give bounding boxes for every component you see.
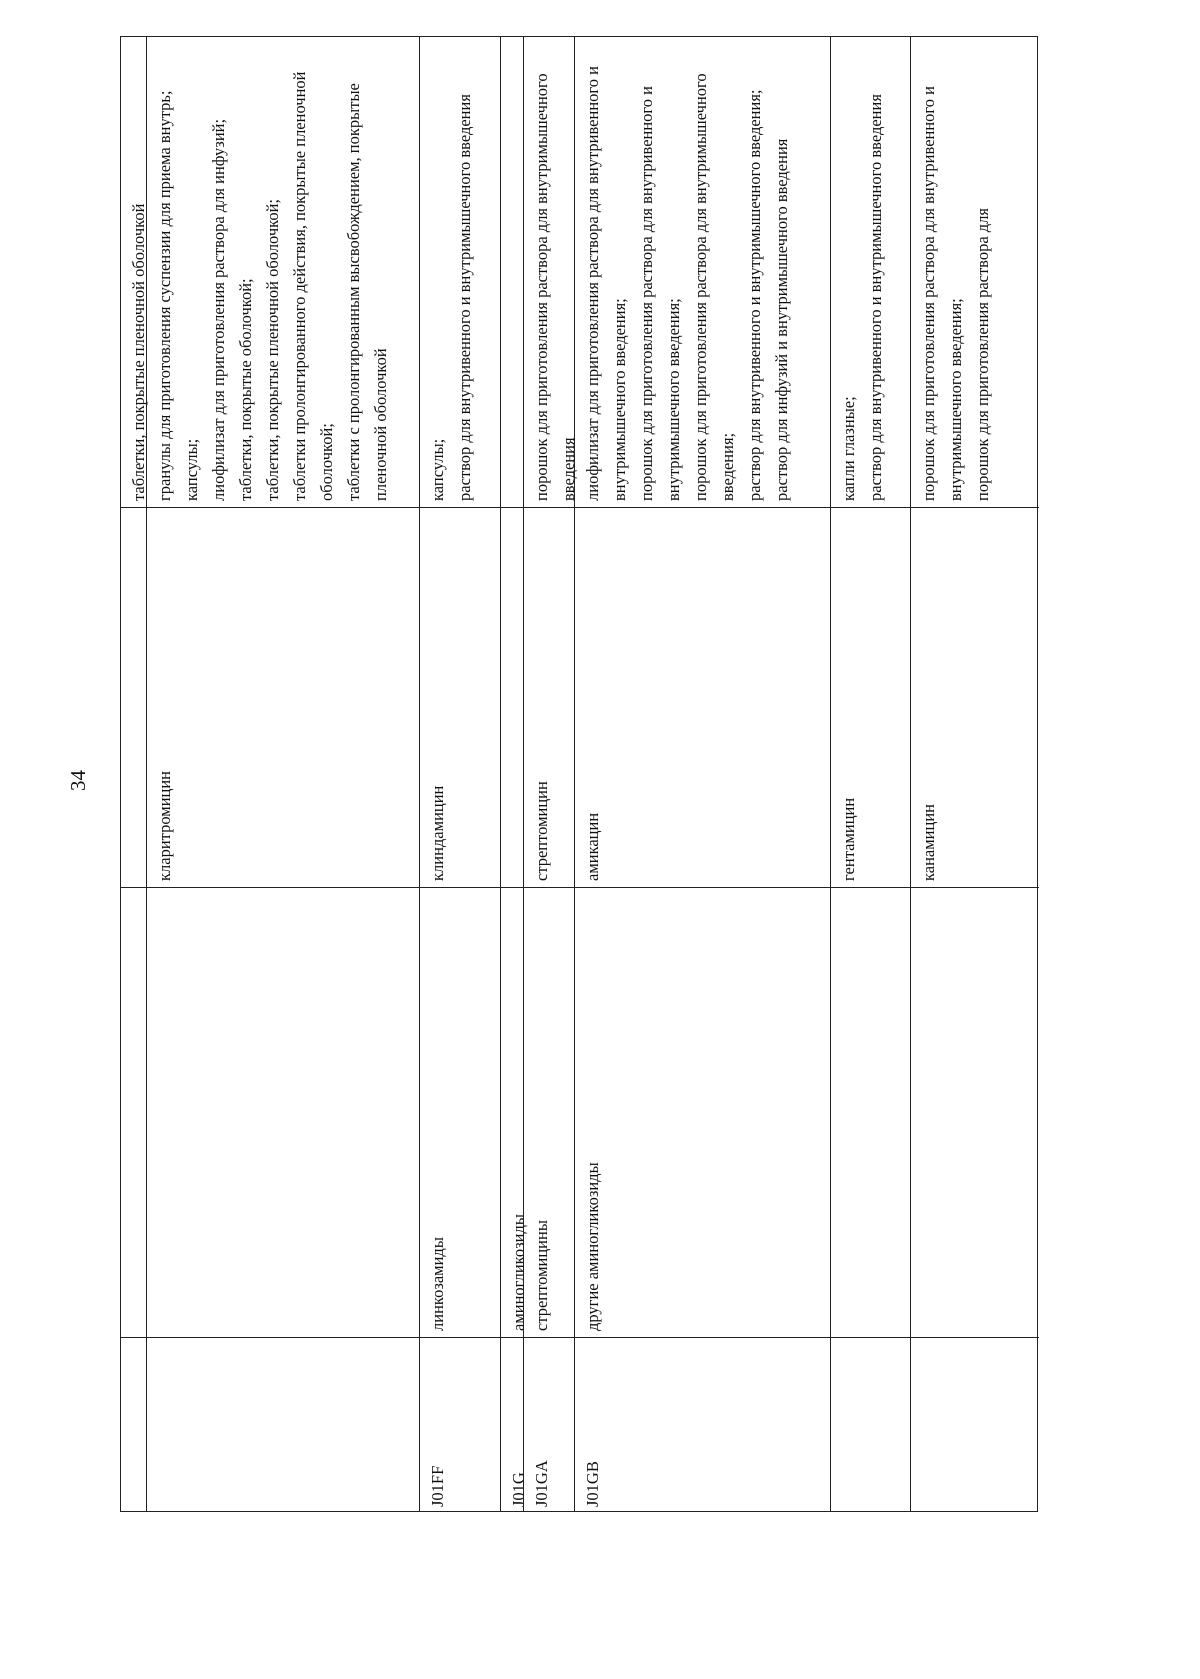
atc-code-cell: J01FF (428, 1465, 447, 1507)
dosage-forms-cell (524, 37, 578, 507)
dosage-form: раствор для внутривенного и внутримышечного введения (866, 94, 885, 501)
dosage-form: лиофилизат для приготовления раствора для инфузий; (209, 118, 228, 501)
dosage-forms-cell (420, 37, 500, 507)
dosage-form: раствор для внутривенного и внутримышечного введения; (745, 89, 764, 501)
column-divider (501, 887, 523, 888)
column-divider (420, 507, 500, 508)
atc-code-cell: J01GB (583, 1461, 602, 1507)
drug-name-cell: амикацин (583, 812, 602, 881)
group-cell (121, 887, 146, 1337)
drug-name-cell: стрептомицин (532, 781, 551, 881)
dosage-form: порошок для приготовления раствора для внутривенного и внутримышечного введения; (919, 86, 965, 501)
table-row (574, 37, 830, 1511)
table-row (910, 37, 1039, 1511)
drug-name-cell (121, 507, 146, 887)
dosage-form: гранулы для приготовления суспензии для приема внутрь; (155, 90, 174, 501)
table-row (121, 37, 146, 1511)
dosage-form: раствор для внутривенного и внутримышечного введения (455, 94, 474, 501)
column-divider (501, 507, 523, 508)
column-divider (121, 507, 146, 508)
dosage-form: таблетки пролонгированного действия, покрытые пленочной оболочкой; (290, 71, 336, 501)
dosage-forms-cell (575, 37, 830, 507)
dosage-form: капсулы; (182, 438, 201, 501)
group-cell: линкозамиды (428, 1237, 447, 1331)
atc-code-cell (831, 1337, 910, 1513)
drug-name-cell: гентамицин (839, 797, 858, 881)
dosage-form: раствор для инфузий и внутримышечного введения (772, 138, 791, 501)
dosage-form: порошок для приготовления раствора для (973, 207, 992, 501)
dosage-forms-cell (501, 37, 523, 507)
dosage-forms-cell (831, 37, 910, 507)
dosage-form: таблетки с пролонгированным высвобождением, покрытые пленочной оболочкой (344, 83, 390, 501)
dosage-form: капли глазные; (839, 396, 858, 501)
group-cell: другие аминогликозиды (583, 1162, 602, 1331)
group-cell (831, 887, 910, 1337)
column-divider (831, 1337, 910, 1338)
atc-code-cell (911, 1337, 1039, 1513)
column-divider (147, 1337, 419, 1338)
column-divider (911, 1337, 1039, 1338)
atc-code-cell (147, 1337, 419, 1513)
drug-name-cell: клиндамицин (428, 785, 447, 881)
column-divider (575, 887, 830, 888)
column-divider (524, 1337, 574, 1338)
table-row (146, 37, 419, 1511)
dosage-form: порошок для приготовления раствора для внутримышечного введения; (691, 73, 737, 501)
column-divider (831, 887, 910, 888)
dosage-forms-cell (911, 37, 1039, 507)
column-divider (420, 1337, 500, 1338)
column-divider (911, 887, 1039, 888)
column-divider (147, 507, 419, 508)
dosage-form: таблетки, покрытые пленочной оболочкой; (263, 198, 282, 501)
group-cell (147, 887, 419, 1337)
atc-code-cell: J01G (509, 1472, 528, 1507)
column-divider (831, 507, 910, 508)
drug-table (120, 36, 1038, 1512)
dosage-form: капсулы; (428, 438, 447, 501)
dosage-forms-cell (147, 37, 419, 507)
column-divider (121, 887, 146, 888)
dosage-form: лиофилизат для приготовления раствора для внутривенного и внутримышечного введения; (583, 66, 629, 501)
column-divider (501, 1337, 523, 1338)
table-row (523, 37, 578, 1511)
column-divider (121, 1337, 146, 1338)
table-row (419, 37, 500, 1511)
column-divider (911, 507, 1039, 508)
column-divider (524, 887, 574, 888)
drug-name-cell: канамицин (919, 803, 938, 881)
atc-code-cell: J01GA (532, 1460, 551, 1507)
atc-code-cell (121, 1337, 146, 1513)
dosage-form: порошок для приготовления раствора для внутримышечного введения (532, 73, 578, 501)
dosage-forms-cell (121, 37, 146, 507)
dosage-form: порошок для приготовления раствора для внутривенного и внутримышечного введения; (637, 86, 683, 501)
dosage-form: таблетки, покрытые пленочной оболочкой (129, 203, 148, 501)
column-divider (420, 887, 500, 888)
column-divider (524, 507, 574, 508)
drug-name-cell (501, 507, 523, 887)
dosage-form: таблетки, покрытые оболочкой; (236, 278, 255, 501)
table-row (500, 37, 528, 1511)
group-cell: стрептомицины (532, 1220, 551, 1331)
column-divider (147, 887, 419, 888)
group-cell: аминогликозиды (509, 1214, 528, 1331)
table-row (830, 37, 910, 1511)
page-number: 34 (66, 770, 90, 791)
drug-name-cell: кларитромицин (155, 770, 174, 881)
group-cell (911, 887, 1039, 1337)
column-divider (575, 507, 830, 508)
column-divider (575, 1337, 830, 1338)
